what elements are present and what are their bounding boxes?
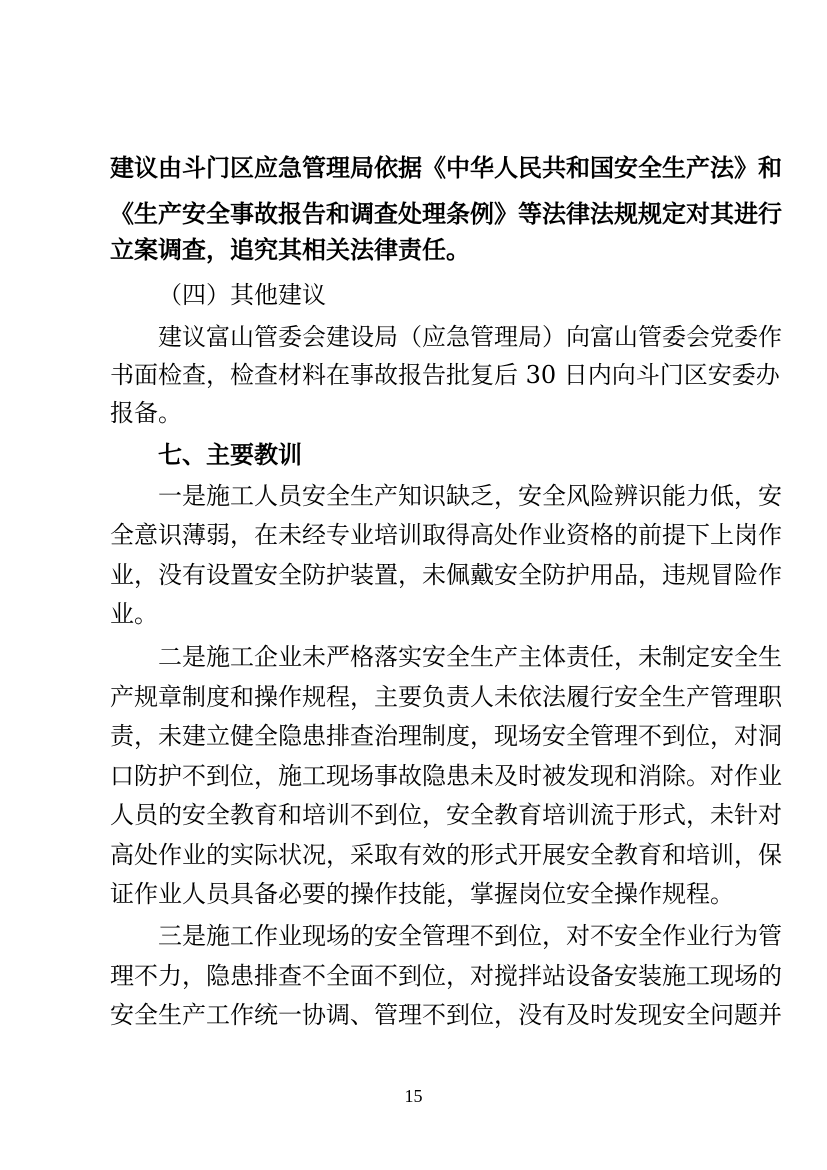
paragraph-line: 一是施工人员安全生产知识缺乏，安全风险辨识能力低，安 xyxy=(158,482,782,510)
page-number: 15 xyxy=(404,1086,423,1106)
paragraph-line: 《生产安全事故报告和调查处理条例》等法律法规规定对其进行 xyxy=(110,200,782,228)
paragraph-line: 书面检查，检查材料在事故报告批复后 30 日内向斗门区安委办 xyxy=(110,361,780,389)
paragraph-line: 二是施工企业未严格落实安全生产主体责任，未制定安全生 xyxy=(158,643,782,671)
section-heading: （四）其他建议 xyxy=(158,281,326,309)
paragraph-line: 建议由斗门区应急管理局依据《中华人民共和国安全生产法》和 xyxy=(110,154,782,182)
paragraph-line: 证作业人员具备必要的操作技能，掌握岗位安全操作规程。 xyxy=(110,880,734,908)
paragraph-line: 口防护不到位，施工现场事故隐患未及时被发现和消除。对作业 xyxy=(110,762,782,790)
paragraph-line: 理不力，隐患排查不全面不到位，对搅拌站设备安装施工现场的 xyxy=(110,962,782,990)
section-heading: 七、主要教训 xyxy=(158,441,302,469)
paragraph-line: 业。 xyxy=(110,600,158,628)
paragraph-line: 业，没有设置安全防护装置，未佩戴安全防护用品，违规冒险作 xyxy=(110,561,782,589)
paragraph-line: 全意识薄弱，在未经专业培训取得高处作业资格的前提下上岗作 xyxy=(110,521,782,549)
paragraph-line: 三是施工作业现场的安全管理不到位，对不安全作业行为管 xyxy=(158,922,782,950)
paragraph-line: 立案调查，追究其相关法律责任。 xyxy=(110,236,470,264)
paragraph-line: 报备。 xyxy=(110,399,182,427)
paragraph-line: 人员的安全教育和培训不到位，安全教育培训流于形式，未针对 xyxy=(110,801,782,829)
paragraph-line: 安全生产工作统一协调、管理不到位，没有及时发现安全问题并 xyxy=(110,1001,782,1029)
paragraph-line: 责，未建立健全隐患排查治理制度，现场安全管理不到位，对洞 xyxy=(110,722,782,750)
paragraph-line: 产规章制度和操作规程，主要负责人未依法履行安全生产管理职 xyxy=(110,683,782,711)
paragraph-line: 建议富山管委会建设局（应急管理局）向富山管委会党委作 xyxy=(158,323,782,351)
paragraph-line: 高处作业的实际状况，采取有效的形式开展安全教育和培训，保 xyxy=(110,841,782,869)
